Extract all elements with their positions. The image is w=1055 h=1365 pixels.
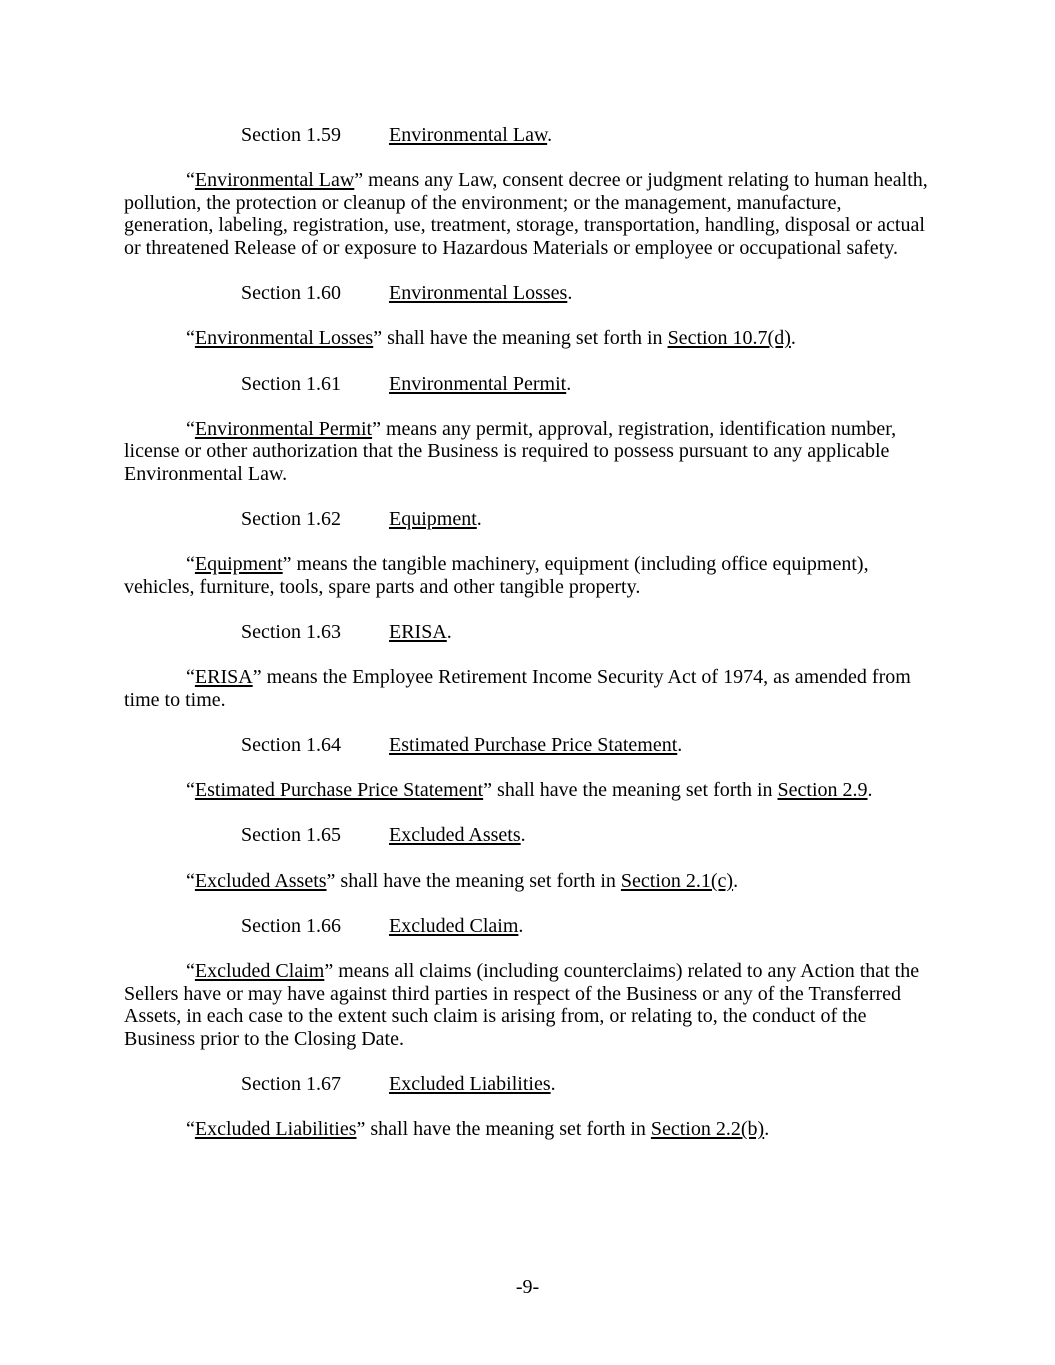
defined-term: Excluded Assets (389, 824, 521, 847)
defined-term: Environmental Law (194, 169, 355, 192)
definition-paragraph (124, 327, 931, 350)
section-title (389, 508, 482, 530)
text-run: “ (186, 327, 195, 350)
text-run: . (566, 372, 572, 395)
defined-term: Excluded Claim (389, 914, 519, 937)
defined-term: Environmental Losses (389, 282, 568, 305)
definition-section (124, 621, 931, 711)
section-number: Section 1.60 (241, 282, 341, 305)
text-run: . (520, 824, 526, 847)
definition-paragraph (124, 169, 931, 259)
text-run: “ (186, 959, 195, 982)
defined-term: Environmental Losses (194, 327, 374, 350)
section-title (389, 824, 526, 846)
text-run: . (733, 869, 739, 892)
defined-term: Excluded Assets (194, 869, 327, 892)
defined-term: Excluded Claim (194, 959, 325, 982)
section-reference: Section 10.7(d) (667, 327, 791, 350)
definition-section (124, 124, 931, 260)
section-reference: Section 2.9 (777, 779, 868, 802)
text-run: ” shall have the meaning set forth in (373, 327, 668, 350)
section-title (389, 373, 571, 395)
section-number: Section 1.67 (241, 1072, 341, 1095)
text-run: . (446, 621, 452, 644)
text-run: ” shall have the meaning set forth in (356, 1118, 651, 1141)
text-run: . (550, 1072, 556, 1095)
text-run: . (567, 282, 573, 305)
text-run: ” means the Employee Retirement Income Security Act of 1974, as amended from time to time. (124, 666, 911, 711)
definition-section (124, 915, 931, 1051)
text-run: “ (186, 1118, 195, 1141)
section-heading (124, 734, 931, 757)
section-title (389, 734, 682, 756)
section-heading (124, 373, 931, 396)
text-run: . (867, 779, 873, 802)
definition-section (124, 508, 931, 598)
section-heading (124, 824, 931, 847)
section-number: Section 1.59 (241, 124, 341, 146)
text-run: ” means all claims (including counterclaims) related to any Action that the Sellers have or may have against third parties in respect of the Business or any of the Transferred Assets, in each case to the extent such claim is arising from, or relating to, the conduct of the Business prior to the Closing Date. (124, 959, 920, 1050)
defined-term: ERISA (389, 621, 447, 644)
section-reference: Section 2.2(b) (650, 1118, 765, 1141)
section-title (389, 915, 523, 937)
definition-section (124, 282, 931, 350)
defined-term: Estimated Purchase Price Statement (194, 779, 484, 802)
defined-term: Estimated Purchase Price Statement (389, 734, 678, 757)
text-run: ” means the tangible machinery, equipment (including office equipment), vehicles, furniture, tools, spare parts and other tangible property. (124, 553, 869, 598)
definition-paragraph (124, 418, 931, 486)
section-title (389, 282, 572, 304)
text-run: . (677, 734, 683, 757)
defined-term: Environmental Law (389, 124, 548, 146)
section-heading (124, 621, 931, 644)
text-run: “ (186, 553, 195, 576)
text-run: ” means any Law, consent decree or judgment relating to human health, pollution, the protection or cleanup of the environment; or the management, manufacture, generation, labeling, registration, use, treatment, storage, transportation, handling, disposal or actual or threatened Release of or exposure to Hazardous Materials or employee or occupational safety. (124, 169, 928, 259)
defined-term: Environmental Permit (389, 372, 567, 395)
section-title (389, 124, 552, 146)
definition-section (124, 824, 931, 892)
section-number: Section 1.62 (241, 508, 341, 531)
text-run: “ (186, 869, 195, 892)
definition-paragraph (124, 960, 931, 1050)
section-heading (124, 508, 931, 531)
definition-section (124, 373, 931, 486)
section-number: Section 1.65 (241, 824, 341, 847)
text-run: . (518, 914, 524, 937)
defined-term: Excluded Liabilities (389, 1072, 551, 1095)
defined-term: ERISA (194, 666, 253, 689)
page-number: -9- (515, 1276, 540, 1298)
text-run: ” means any permit, approval, registration, identification number, license or other authorization that the Business is required to possess pursuant to any applicable Environmental Law. (124, 417, 897, 485)
text-run: “ (186, 417, 195, 440)
section-number: Section 1.61 (241, 372, 341, 395)
definition-paragraph (124, 1118, 931, 1141)
definition-paragraph (124, 870, 931, 893)
defined-term: Environmental Permit (194, 417, 373, 440)
section-reference: Section 2.1(c) (620, 869, 734, 892)
text-run: “ (186, 779, 195, 802)
text-run: . (547, 124, 553, 146)
section-heading (124, 915, 931, 938)
section-title (389, 621, 452, 643)
definition-paragraph (124, 779, 931, 802)
defined-term: Excluded Liabilities (194, 1118, 357, 1141)
text-run: “ (186, 169, 195, 192)
definition-section (124, 734, 931, 802)
text-run: . (476, 508, 482, 531)
definition-section (124, 1073, 931, 1141)
section-number: Section 1.66 (241, 914, 341, 937)
definitions-list (124, 124, 931, 1163)
section-number: Section 1.63 (241, 621, 341, 644)
section-title (389, 1073, 556, 1095)
defined-term: Equipment (194, 553, 283, 576)
text-run: ” shall have the meaning set forth in (326, 869, 621, 892)
section-heading (124, 1073, 931, 1096)
text-run: “ (186, 666, 195, 689)
text-run: . (790, 327, 796, 350)
text-run: . (764, 1118, 770, 1141)
section-heading (124, 124, 931, 147)
definition-paragraph (124, 666, 931, 711)
text-run: ” shall have the meaning set forth in (483, 779, 778, 802)
section-heading (124, 282, 931, 305)
defined-term: Equipment (389, 508, 477, 531)
section-number: Section 1.64 (241, 734, 341, 757)
definition-paragraph (124, 553, 931, 598)
